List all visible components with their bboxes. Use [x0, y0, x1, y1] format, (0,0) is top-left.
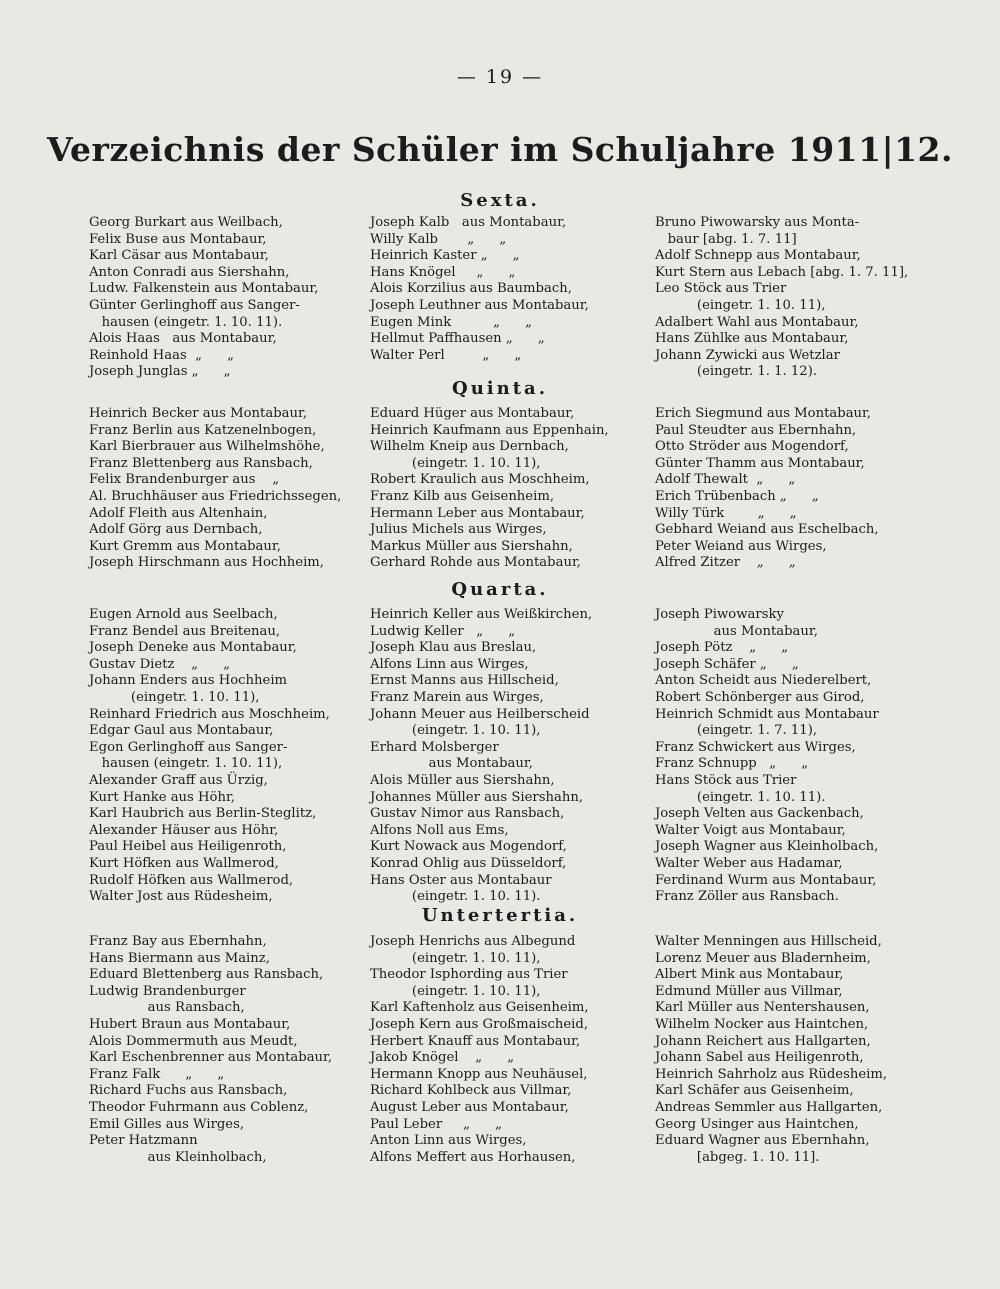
student-entry: Franz Bay aus Ebernhahn, — [89, 934, 267, 949]
student-entry: (eingetr. 1. 10. 11), — [370, 983, 541, 999]
student-entry: Konrad Ohlig aus Düsseldorf, — [370, 855, 567, 871]
student-entry: Alexander Häuser aus Höhr, — [89, 822, 279, 838]
student-entry: Reinhard Friedrich aus Moschheim, — [89, 706, 330, 722]
student-entry: Alois Korzilius aus Baumbach, — [370, 281, 572, 297]
student-entry: Eduard Wagner aus Ebernhahn, — [655, 1133, 870, 1149]
student-entry: Peter Hatzmann — [89, 1133, 198, 1149]
section-heading-sexta: Sexta. — [460, 190, 540, 211]
sexta-column-3 — [655, 215, 945, 381]
student-entry: Joseph Henrichs aus Albegund — [370, 934, 576, 949]
student-entry: Heinrich Schmidt aus Montabaur — [655, 706, 879, 722]
student-entry: Gerhard Rohde aus Montabaur, — [370, 555, 581, 571]
student-entry: Albert Mink aus Montabaur, — [655, 967, 844, 983]
quinta-column-3 — [655, 406, 945, 572]
student-entry: Karl Eschenbrenner aus Montabaur, — [89, 1050, 333, 1066]
student-entry: Günter Thamm aus Montabaur, — [655, 455, 865, 471]
student-entry: Franz Blettenberg aus Ransbach, — [89, 455, 313, 471]
student-entry: Gustav Nimor aus Ransbach, — [370, 806, 565, 822]
student-entry: Kurt Gremm aus Montabaur, — [89, 538, 281, 554]
student-entry: Franz Zöller aus Ransbach. — [655, 889, 839, 905]
student-entry: Egon Gerlinghoff aus Sanger- — [89, 739, 288, 755]
student-entry: Herbert Knauff aus Montabaur, — [370, 1033, 581, 1049]
student-entry: (eingetr. 1. 10. 11), — [89, 689, 260, 705]
student-entry: Emil Gilles aus Wirges, — [89, 1116, 245, 1132]
student-entry: Joseph Hirschmann aus Hochheim, — [89, 555, 324, 571]
student-entry: Andreas Semmler aus Hallgarten, — [655, 1099, 883, 1115]
student-entry: Franz Berlin aus Katzenelnbogen, — [89, 422, 317, 438]
student-entry: Walter Menningen aus Hillscheid, — [655, 934, 882, 949]
student-entry: Karl Cäsar aus Montabaur, — [89, 248, 269, 264]
student-entry: Alois Dommermuth aus Meudt, — [89, 1033, 298, 1049]
student-entry: Johann Zywicki aus Wetzlar — [655, 347, 840, 363]
student-entry: Adolf Görg aus Dernbach, — [89, 522, 263, 538]
student-entry: Richard Kohlbeck aus Villmar, — [370, 1083, 572, 1099]
student-entry: Ernst Manns aus Hillscheid, — [370, 673, 559, 689]
student-entry: Georg Burkart aus Weilbach, — [89, 215, 283, 230]
student-entry: Alois Haas aus Montabaur, — [89, 331, 277, 347]
student-entry: Leo Stöck aus Trier — [655, 281, 787, 297]
student-entry: Eugen Mink „ „ — [370, 314, 532, 330]
student-entry: [abgeg. 1. 10. 11]. — [655, 1149, 820, 1165]
student-entry: Markus Müller aus Siershahn, — [370, 538, 573, 554]
student-entry: (eingetr. 1. 10. 11), — [370, 455, 541, 471]
student-entry: Joseph Piwowarsky — [655, 607, 784, 622]
student-entry: Hans Zühlke aus Montabaur, — [655, 331, 849, 347]
student-entry: Al. Bruchhäuser aus Friedrichssegen, — [89, 488, 342, 504]
student-entry: Joseph Kalb aus Montabaur, — [370, 215, 567, 230]
student-entry: Eduard Blettenberg aus Ransbach, — [89, 967, 324, 983]
student-entry: Adolf Schnepp aus Montabaur, — [655, 248, 861, 264]
student-entry: August Leber aus Montabaur, — [370, 1099, 569, 1115]
student-entry: (eingetr. 1. 10. 11), — [655, 297, 826, 313]
student-entry: Gebhard Weiand aus Eschelbach, — [655, 522, 879, 538]
student-entry: Adalbert Wahl aus Montabaur, — [655, 314, 859, 330]
student-entry: Gustav Dietz „ „ — [89, 656, 231, 672]
student-entry: Adolf Thewalt „ „ — [655, 472, 796, 488]
quarta-column-3 — [655, 607, 945, 906]
student-entry: Reinhold Haas „ „ — [89, 347, 234, 363]
section-heading-quinta: Quinta. — [452, 378, 548, 399]
student-entry: Hans Stöck aus Trier — [655, 772, 797, 788]
student-entry: Karl Bierbrauer aus Wilhelmshöhe, — [89, 439, 325, 455]
student-entry: Peter Weiand aus Wirges, — [655, 538, 827, 554]
student-entry: Franz Falk „ „ — [89, 1066, 225, 1082]
student-entry: Willy Kalb „ „ — [370, 231, 507, 247]
student-entry: Ludwig Keller „ „ — [370, 623, 516, 639]
student-entry: Joseph Pötz „ „ — [655, 640, 789, 656]
student-entry: Paul Leber „ „ — [370, 1116, 502, 1132]
student-entry: Julius Michels aus Wirges, — [370, 522, 547, 538]
student-entry: Otto Ströder aus Mogendorf, — [655, 439, 849, 455]
student-entry: Edgar Gaul aus Montabaur, — [89, 723, 274, 739]
student-entry: Eugen Arnold aus Seelbach, — [89, 607, 278, 622]
student-entry: Johann Enders aus Hochheim — [89, 673, 288, 689]
student-entry: Joseph Deneke aus Montabaur, — [89, 640, 297, 656]
student-entry: hausen (eingetr. 1. 10. 11), — [89, 756, 283, 772]
student-entry: Felix Brandenburger aus „ — [89, 472, 280, 488]
page-title: Verzeichnis der Schüler im Schuljahre 1911|12. — [46, 130, 953, 169]
student-entry: Wilhelm Nocker aus Haintchen, — [655, 1016, 869, 1032]
student-entry: Franz Schnupp „ „ — [655, 756, 809, 772]
student-entry: Willy Türk „ „ — [655, 505, 797, 521]
student-entry: Walter Jost aus Rüdesheim, — [89, 889, 273, 905]
student-entry: Heinrich Sahrholz aus Rüdesheim, — [655, 1066, 888, 1082]
student-entry: Heinrich Kaster „ „ — [370, 248, 520, 264]
student-entry: Alfons Noll aus Ems, — [370, 822, 509, 838]
student-entry: Kurt Hanke aus Höhr, — [89, 789, 235, 805]
student-entry: baur [abg. 1. 7. 11] — [655, 231, 797, 247]
student-entry: Johannes Müller aus Siershahn, — [370, 789, 584, 805]
student-entry: Anton Linn aus Wirges, — [370, 1133, 527, 1149]
student-entry: (eingetr. 1. 1. 12). — [655, 364, 818, 380]
student-entry: Rudolf Höfken aus Wallmerod, — [89, 872, 294, 888]
student-entry: Franz Bendel aus Breitenau, — [89, 623, 281, 639]
student-entry: Walter Perl „ „ — [370, 347, 522, 363]
student-entry: Franz Schwickert aus Wirges, — [655, 739, 856, 755]
student-entry: Johann Sabel aus Heiligenroth, — [655, 1050, 864, 1066]
student-entry: Alfons Meffert aus Horhausen, — [370, 1149, 576, 1165]
quinta-column-2 — [370, 406, 660, 572]
student-entry: Anton Scheidt aus Niederelbert, — [655, 673, 872, 689]
student-entry: aus Montabaur, — [370, 756, 533, 772]
student-entry: Karl Schäfer aus Geisenheim, — [655, 1083, 854, 1099]
student-entry: Hermann Knopp aus Neuhäusel, — [370, 1066, 588, 1082]
student-entry: Günter Gerlinghoff aus Sanger- — [89, 297, 300, 313]
student-entry: Joseph Schäfer „ „ — [655, 656, 799, 672]
student-entry: Paul Steudter aus Ebernhahn, — [655, 422, 857, 438]
student-entry: Ludwig Brandenburger — [89, 983, 246, 999]
student-entry: Joseph Leuthner aus Montabaur, — [370, 297, 589, 313]
student-entry: Wilhelm Kneip aus Dernbach, — [370, 439, 569, 455]
quinta-column-1 — [89, 406, 379, 572]
student-entry: Karl Haubrich aus Berlin-Steglitz, — [89, 806, 317, 822]
student-entry: Georg Usinger aus Haintchen, — [655, 1116, 859, 1132]
student-entry: Hellmut Paffhausen „ „ — [370, 331, 545, 347]
student-entry: Erich Trübenbach „ „ — [655, 488, 819, 504]
student-entry: Hans Biermann aus Mainz, — [89, 950, 270, 966]
student-entry: Erhard Molsberger — [370, 739, 499, 755]
student-entry: Richard Fuchs aus Ransbach, — [89, 1083, 288, 1099]
student-entry: (eingetr. 1. 10. 11), — [370, 723, 541, 739]
student-entry: Kurt Höfken aus Wallmerod, — [89, 855, 279, 871]
student-entry: Heinrich Keller aus Weißkirchen, — [370, 607, 593, 622]
student-entry: aus Kleinholbach, — [89, 1149, 267, 1165]
student-entry: aus Ransbach, — [89, 1000, 245, 1016]
student-entry: Ludw. Falkenstein aus Montabaur, — [89, 281, 319, 297]
sexta-column-1 — [89, 215, 379, 381]
student-entry: Joseph Wagner aus Kleinholbach, — [655, 839, 879, 855]
student-entry: Robert Schönberger aus Girod, — [655, 689, 865, 705]
student-entry: Hans Knögel „ „ — [370, 264, 516, 280]
student-entry: Hans Oster aus Montabaur — [370, 872, 552, 888]
student-entry: Franz Kilb aus Geisenheim, — [370, 488, 555, 504]
quarta-column-2 — [370, 607, 660, 906]
student-entry: Joseph Velten aus Gackenbach, — [655, 806, 864, 822]
student-entry: Theodor Fuhrmann aus Coblenz, — [89, 1099, 309, 1115]
student-entry: Ferdinand Wurm aus Montabaur, — [655, 872, 877, 888]
untertertia-column-3 — [655, 934, 945, 1166]
student-entry: Edmund Müller aus Villmar, — [655, 983, 843, 999]
student-entry: Paul Heibel aus Heiligenroth, — [89, 839, 287, 855]
student-entry: Erich Siegmund aus Montabaur, — [655, 406, 872, 421]
section-heading-untertertia: Untertertia. — [421, 905, 579, 926]
student-entry: Alexander Graff aus Ürzig, — [89, 772, 268, 788]
student-entry: (eingetr. 1. 10. 11). — [655, 789, 826, 805]
student-entry: Alfons Linn aus Wirges, — [370, 656, 529, 672]
student-entry: Jakob Knögel „ „ — [370, 1050, 515, 1066]
student-entry: aus Montabaur, — [655, 623, 818, 639]
student-entry: Joseph Klau aus Breslau, — [370, 640, 537, 656]
sexta-column-2 — [370, 215, 660, 364]
student-entry: Anton Conradi aus Siershahn, — [89, 264, 290, 280]
student-entry: (eingetr. 1. 7. 11), — [655, 723, 818, 739]
student-entry: Hubert Braun aus Montabaur, — [89, 1016, 291, 1032]
section-heading-quarta: Quarta. — [451, 579, 549, 600]
student-entry: Karl Kaftenholz aus Geisenheim, — [370, 1000, 589, 1016]
student-entry: Adolf Fleith aus Altenhain, — [89, 505, 268, 521]
student-entry: Joseph Kern aus Großmaischeid, — [370, 1016, 589, 1032]
untertertia-column-1 — [89, 934, 379, 1166]
student-entry: Theodor Isphording aus Trier — [370, 967, 568, 983]
student-entry: hausen (eingetr. 1. 10. 11). — [89, 314, 283, 330]
student-entry: Walter Voigt aus Montabaur, — [655, 822, 846, 838]
quarta-column-1 — [89, 607, 379, 906]
page-number: — 19 — — [456, 66, 544, 88]
student-entry: (eingetr. 1. 10. 11). — [370, 889, 541, 905]
untertertia-column-2 — [370, 934, 660, 1166]
student-entry: Joseph Junglas „ „ — [89, 364, 231, 380]
student-entry: Hermann Leber aus Montabaur, — [370, 505, 585, 521]
student-entry: (eingetr. 1. 10. 11), — [370, 950, 541, 966]
student-entry: Heinrich Kaufmann aus Eppenhain, — [370, 422, 609, 438]
student-entry: Franz Marein aus Wirges, — [370, 689, 544, 705]
student-entry: Karl Müller aus Nentershausen, — [655, 1000, 870, 1016]
student-entry: Johann Meuer aus Heilberscheid — [370, 706, 590, 722]
student-entry: Lorenz Meuer aus Bladernheim, — [655, 950, 871, 966]
student-entry: Kurt Stern aus Lebach [abg. 1. 7. 11], — [655, 264, 909, 280]
student-entry: Bruno Piwowarsky aus Monta- — [655, 215, 860, 230]
student-entry: Johann Reichert aus Hallgarten, — [655, 1033, 871, 1049]
student-entry: Kurt Nowack aus Mogendorf, — [370, 839, 567, 855]
student-entry: Felix Buse aus Montabaur, — [89, 231, 267, 247]
student-entry: Alois Müller aus Siershahn, — [370, 772, 555, 788]
student-entry: Alfred Zitzer „ „ — [655, 555, 796, 571]
student-entry: Eduard Hüger aus Montabaur, — [370, 406, 575, 421]
student-entry: Walter Weber aus Hadamar, — [655, 855, 843, 871]
student-entry: Robert Kraulich aus Moschheim, — [370, 472, 590, 488]
student-entry: Heinrich Becker aus Montabaur, — [89, 406, 308, 421]
